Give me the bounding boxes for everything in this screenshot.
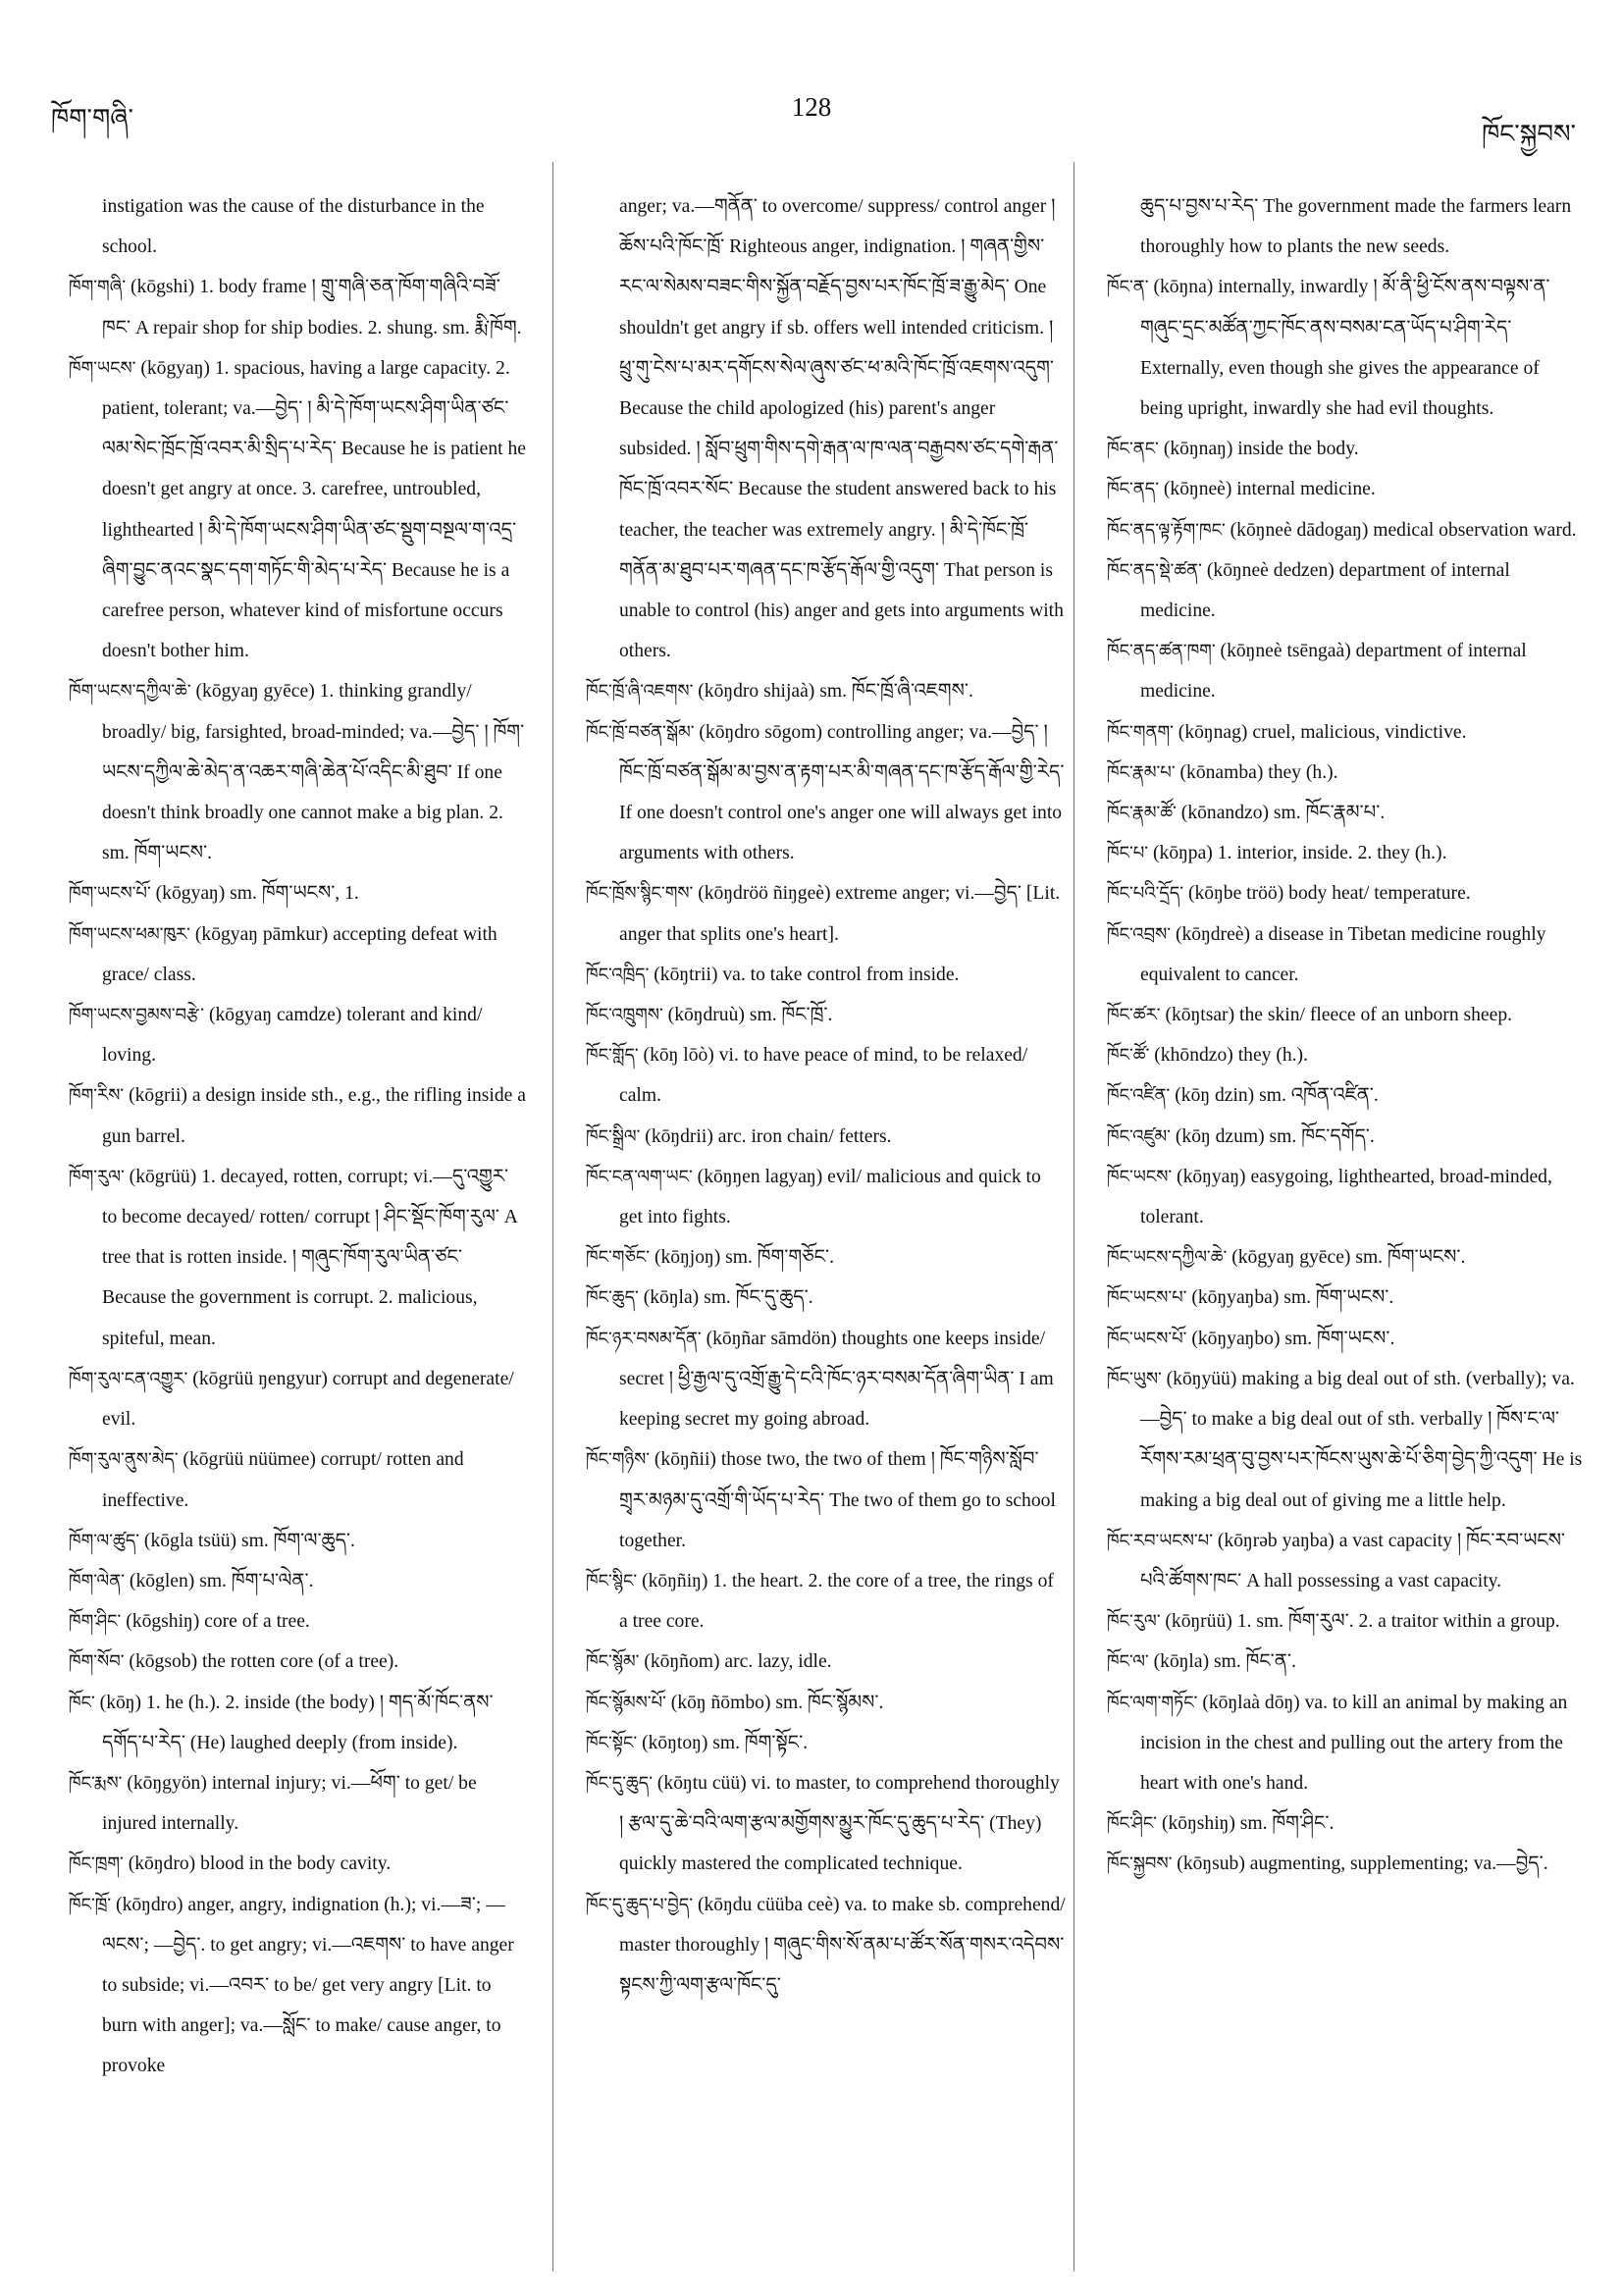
entry-definition: (kōŋdröö ñiŋgeè) extreme anger; vi.—བྱེད་ [Lit. anger that splits one's heart]. [619,883,1061,945]
dictionary-entry [586,1763,1067,1885]
entry-headword: ཁོང་འབྲས་ [1107,923,1172,945]
entry-definition: ཆུད་པ་བྱས་པ་རེད་ The government made the farmers learn thoroughly how to plants the new seeds. [1140,196,1572,258]
dictionary-entry [586,1439,1067,1561]
entry-definition: (kōŋ lōò) vi. to have peace of mind, to be relaxed/ calm. [619,1045,1028,1107]
entry-headword: ཁོང་དུ་ཆུད་ [586,1772,653,1794]
entry-headword: ཁོག་སོབ་ [69,1651,125,1673]
entry-definition: (kōŋgyön) internal injury; vi.—ཕོག་ to get/ be injured internally. [102,1772,477,1835]
dictionary-entry [586,1035,1067,1116]
dictionary-entry [69,267,528,347]
dictionary-entry [586,1683,1067,1723]
entry-headword: ཁོང་སྟོང་ [586,1732,638,1753]
entry-headword: ཁོང་ཡངས་དཀྱིལ་ཆེ་ [1107,1247,1228,1269]
entry-definition: (kōŋdro shijaà) sm. ཁོང་ཁྲོ་ཞི་འཇགས་. [693,681,973,703]
entry-definition: (kōgsob) the rotten core (of a tree). [124,1651,399,1673]
entry-headword: ཁོང་སྙིང་ [586,1570,638,1592]
entry-headword: ཁོག་ཡངས་བྱམས་བརྩེ་ [69,1005,205,1026]
entry-definition: instigation was the cause of the disturbance in the school. [102,196,485,258]
dictionary-entry [586,1885,1067,2007]
entry-definition: (kōŋñom) arc. lazy, idle. [639,1651,832,1673]
entry-headword: ཁོང་རུལ་ [1107,1611,1161,1633]
dictionary-entry [1107,1683,1584,1804]
entry-headword: ཁོང་ནད་ [1107,479,1159,500]
dictionary-entry [69,1359,528,1439]
entry-headword: ཁོང་དུ་ཆུད་པ་བྱེད་ [586,1894,694,1915]
entry-headword: ཁོང་ཁྲག་ [69,1853,124,1875]
dictionary-entry [586,955,1067,995]
dictionary-entry [69,1521,528,1561]
entry-headword: ཁོག་ཤིང་ [69,1611,122,1633]
dictionary-entry [69,914,528,995]
dictionary-entry [1107,186,1584,267]
entry-headword: ཁོང་ངན་ལག་ཡང་ [586,1166,693,1187]
entry-headword: ཁོང་རྣམ་ཚོ་ [1107,803,1177,824]
entry-headword: ཁོང་ཁྲོ་བཙན་སྒོམ་ [586,721,695,743]
entry-definition: (kōŋlaà dōŋ) va. to kill an animal by making an incision in the chest and pulling out the artery from the heart with one's hand. [1140,1692,1568,1794]
entry-headword: ཁོག་ལེན་ [69,1570,126,1592]
dictionary-entry [1107,469,1584,509]
entry-headword: ཁོང་ཡངས་པོ་ [1107,1328,1187,1349]
entry-definition: (kōŋla) sm. ཁོང་ན་. [1148,1651,1296,1673]
entry-headword: ཁོང་འཛིན་ [1107,1085,1171,1107]
entry-headword: ཁོག་ལ་ཚུད་ [69,1530,140,1551]
dictionary-entry [1107,1117,1584,1157]
entry-definition: (kōŋbe tröö) body heat/ temperature. [1183,883,1471,905]
entry-headword: ཁོང་པ་ [1107,843,1149,864]
dictionary-entry [1107,267,1584,429]
dictionary-entry [586,995,1067,1035]
entry-headword: ཁོག་ཡངས་དཀྱིལ་ཆེ་ [69,681,191,703]
dictionary-entry [69,1763,528,1844]
dictionary-entry [1107,550,1584,631]
dictionary-entry [1107,1075,1584,1116]
entry-definition: (kōŋdro) blood in the body cavity. [123,1853,392,1875]
entry-definition: (kōŋtoŋ) sm. ཁོག་སྟོང་. [637,1732,809,1753]
entry-definition: (kōŋdu cüüba ceè) va. to make sb. comprehend/ master thoroughly ། གཞུང་གིས་སོ་ནམ་པ་ཚོར་སོན་གསར་འདེབས་སྟངས་ཀྱི་ལག་རྩལ་ཁོང་དུ་ [619,1894,1066,1996]
entry-headword: ཁོག་རུལ་ [69,1166,125,1187]
dictionary-entry [1107,1157,1584,1237]
entry-headword: ཁོང་གཉིས་ [586,1449,650,1471]
entry-headword: ཁོང་པའི་དྲོད་ [1107,883,1184,905]
dictionary-entry [69,1157,528,1359]
entry-headword: ཁོག་གཞི་ [69,277,127,298]
entry-definition: (kōŋtu cüü) vi. to master, to comprehend thoroughly ། རྩལ་དུ་ཆེ་བའི་ལག་རྩལ་མགྱོགས་མྱུར་ཁོང་དུ་ཆུད་པ་རེད་ (They) quickly mastered the complicated technique. [619,1772,1060,1875]
entry-headword: ཁོང་ནང་ [1107,439,1159,460]
entry-headword: ཁོང་ཚོ་ [1107,1045,1150,1067]
dictionary-entry [586,873,1067,954]
dictionary-entry [586,1278,1067,1318]
dictionary-entry [1107,1359,1584,1521]
entry-definition: (kōŋyaŋbo) sm. ཁོག་ཡངས་. [1186,1328,1395,1349]
entry-definition: (kōŋsub) augmenting, supplementing; va.—བྱེད་. [1172,1853,1548,1875]
entry-definition: (kōgyaŋ gyēce) 1. thinking grandly/ broadly/ big, farsighted, broad-minded; va.—བྱེད་ ། ཁོག་ཡངས་དཀྱིལ་ཆེ་མེད་ན་འཆར་གཞི་ཆེན་པོ་འདིང་མི་ཐུབ་ If one doesn't think broadly one cannot make a big plan. 2. sm. ཁོག་ཡངས་. [102,681,525,864]
entry-headword: ཁོང་གནག་ [1107,721,1174,743]
column-1 [69,186,528,2087]
dictionary-entry [586,671,1067,711]
entry-headword: ཁོང་གློད་ [586,1045,639,1067]
dictionary-entry [1107,1278,1584,1318]
entry-headword: ཁོང་ན་ [1107,277,1149,298]
entry-headword: ཁོང་ཚར་ [1107,1005,1161,1026]
dictionary-entry [1107,1642,1584,1682]
entry-definition: (kōŋla) sm. ཁོང་དུ་ཆུད་. [638,1287,813,1309]
entry-headword: ཁོང་ནད་ཚན་ཁག་ [1107,641,1216,662]
column-3 [1107,186,1584,1885]
dictionary-entry [586,1237,1067,1278]
entry-headword: ཁོག་རུལ་ངན་འགྱུར་ [69,1368,188,1389]
entry-definition: (kōglen) sm. ཁོག་པ་ལེན་. [125,1570,314,1592]
entry-headword: ཁོང་སྒྲིལ་ [586,1125,641,1147]
dictionary-entry [1107,712,1584,753]
entry-headword: ཁོང་རབ་ཡངས་པ་ [1107,1530,1213,1551]
entry-headword: ཁོང་ནད་སྡེ་ཚན་ [1107,559,1202,581]
dictionary-entry [1107,1601,1584,1642]
entry-headword: ཁོང་སྙོམས་པོ་ [586,1692,666,1713]
column-2 [586,186,1067,2006]
entry-definition: (kōŋyüü) making a big deal out of sth. (verbally); va.—བྱེད་ to make a big deal out of sth. verbally ། ཁོས་ང་ལ་རོགས་རམ་ཕྲན་བུ་བྱས་པར་ཁོངས་ཡུས་ཆེ་པོ་ཅིག་བྱེད་ཀྱི་འདུག་ He is making a big deal out of giving me a little help. [1140,1368,1583,1511]
entry-definition: (kōŋyaŋba) sm. ཁོག་ཡངས་. [1186,1287,1394,1309]
dictionary-entry [1107,1803,1584,1844]
dictionary-entry [1107,1844,1584,1884]
entry-definition: (kōŋshiŋ) sm. ཁོག་ཤིང་. [1157,1813,1335,1835]
dictionary-entry [69,1601,528,1642]
dictionary-entry [69,1683,528,1763]
column-rule [552,162,553,2271]
entry-definition: (kōŋdro) anger, angry, indignation (h.); vi.—ཟ་; —ལངས་; —བྱེད་. to get angry; vi.—འཇགས་ to have anger to subside; vi.—འབར་ to be/ get very angry [Lit. to burn with anger]; va.—སློང་ to make/ cause anger, to provoke [102,1894,514,2077]
dictionary-entry [1107,995,1584,1035]
dictionary-entry [586,1157,1067,1237]
entry-definition: (kōŋneè dedzen) department of internal medicine. [1140,559,1510,622]
entry-headword: ཁོང་ཡངས་པ་ [1107,1287,1187,1309]
dictionary-entry [586,1723,1067,1763]
dictionary-entry [586,186,1067,671]
entry-definition: (kōgyaŋ pāmkur) accepting defeat with grace/ class. [102,923,497,985]
entry-definition: (kōŋjoŋ) sm. ཁོག་གཅོང་. [650,1247,834,1269]
entry-definition: (kōŋyaŋ) easygoing, lighthearted, broad-minded, tolerant. [1140,1166,1552,1228]
dictionary-entry [1107,793,1584,833]
entry-definition: (kōŋna) internally, inwardly ། མོ་ནི་ཕྱི་ངོས་ནས་བལྟས་ན་གཞུང་དྲང་མཚོན་ཀྱང་ཁོང་ནས་བསམ་ངན་ཡོད་པ་ཤིག་རེད་ Externally, even though she gives the appearance of being upright, inwardly she had evil thoughts. [1140,277,1550,420]
running-header-left: ཁོག་གཞི་ [51,104,133,133]
entry-headword: ཁོང་ལག་གཏོང་ [1107,1692,1198,1713]
entry-headword: ཁོག་རིས་ [69,1085,125,1107]
entry-definition: (kōgshi) 1. body frame ། གྲུ་གཞི་ཅན་ཁོག་གཞིའི་བཟོ་ཁང་ A repair shop for ship bodies. 2. shung. sm. རྨི་ཁོག. [102,277,522,339]
entry-headword: ཁོང་ [69,1692,95,1713]
dictionary-entry [69,1844,528,1884]
entry-headword: ཁོང་སྙོམ་ [586,1651,640,1673]
dictionary-entry [69,873,528,913]
dictionary-entry [1107,510,1584,550]
column-rule [1073,162,1074,2271]
entry-definition: (khōndzo) they (h.). [1149,1045,1308,1067]
entry-definition: anger; va.—གནོན་ to overcome/ suppress/ control anger ། ཆོས་པའི་ཁོང་ཁྲོ་ Righteous anger, indignation. ། གཞན་གྱིས་རང་ལ་སེམས་བཟང་གིས་སྐྱོན་བརྗོད་བྱས་པར་ཁོང་ཁྲོ་ཟ་རྒྱུ་མེད་ One shouldn't get angry if sb. offers well intended criticism. ། ཕྲུ་གུ་ངེས་པ་མར་དགོངས་སེལ་ཞུས་ཙང་ཕ་མའི་ཁོང་ཁྲོ་འཇགས་འདུག་ Because the child apologized (his) parent's anger subsided. ། སློབ་ཕྲུག་གིས་དགེ་རྒན་ལ་ཁ་ལན་བརྒྱབས་ཙང་དགེ་རྒན་ཁོང་ཁྲོ་འབར་སོང་ Because the student answered back to his teacher, the teacher was extremely angry. ། མི་དེ་ཁོང་ཁྲོ་གནོན་མ་ཐུབ་པར་གཞན་དང་ཁ་རྩོད་རྒོལ་གྱི་འདུག་ That person is unable to control (his) anger and gets into arguments with others. [619,196,1064,662]
entry-definition: (kōŋñiŋ) 1. the heart. 2. the core of a tree, the rings of a tree core. [619,1570,1054,1633]
entry-definition: (kōnandzo) sm. ཁོང་རྣམ་པ་. [1176,803,1386,824]
dictionary-entry [69,1885,528,2087]
entry-definition: (kōŋñii) those two, the two of them ། ཁོང་གཉིས་སློབ་གྲྭར་མཉམ་དུ་འགྲོ་གི་ཡོད་པ་རེད་ The two of them go to school together. [619,1449,1056,1551]
entry-definition: (kōgrüü nüümee) corrupt/ rotten and ineffective. [102,1449,464,1511]
dictionary-entry [1107,1319,1584,1359]
entry-headword: ཁོང་ནད་ལྟ་རྟོག་ཁང་ [1107,519,1226,541]
running-header-right: ཁོང་སྐྱབས་ [1482,120,1576,149]
entry-definition: (kōgyaŋ) 1. spacious, having a large capacity. 2. patient, tolerant; va.—བྱེད་ ། མི་དེ་ཁོག་ཡངས་ཤིག་ཡིན་ཙང་ལམ་སེང་ཁྲོང་ཁྲོ་འབར་མི་སྲིད་པ་རེད་ Because he is patient he doesn't get angry at once. 3. carefree, untroubled, lighthearted ། མི་དེ་ཁོག་ཡངས་ཤིག་ཡིན་ཙང་སྡུག་བསྔལ་ག་འདྲ་ཞིག་བྱུང་ནའང་སྣང་དག་གཏོང་གི་མེད་པ་རེད་ Because he is a carefree person, whatever kind of misfortune occurs doesn't bother him. [102,357,526,662]
entry-definition: (kōŋ) 1. he (h.). 2. inside (the body) ། གད་མོ་ཁོང་ནས་དགོད་པ་རེད་ (He) laughed deeply (from inside). [94,1692,494,1753]
entry-headword: ཁོང་ཁྲོ་ [69,1894,112,1915]
dictionary-entry [1107,1521,1584,1601]
dictionary-entry [69,186,528,267]
entry-definition: (kōgrii) a design inside sth., e.g., the rifling inside a gun barrel. [102,1085,526,1147]
entry-headword: ཁོང་ལ་ [1107,1651,1149,1673]
entry-definition: (kōŋdro sōgom) controlling anger; va.—བྱེད་ ། ཁོང་ཁྲོ་བཙན་སྒོམ་མ་བྱས་ན་རྟག་པར་མི་གཞན་དང་ཁ་རྩོད་རྒོལ་གྱི་རེད་ If one doesn't control one's anger one will always get into arguments with others. [619,721,1065,864]
entry-definition: (kōŋ ñōmbo) sm. ཁོང་སྙོམས་. [665,1692,884,1713]
entry-definition: (kōŋ dzin) sm. འཁོན་འཛིན་. [1170,1085,1379,1107]
dictionary-entry [1107,631,1584,711]
entry-definition: (kōgshiŋ) core of a tree. [121,1611,310,1633]
entry-definition: (kōŋdruù) sm. ཁོང་ཁྲོ་. [662,1005,833,1026]
entry-headword: ཁོང་ཤིང་ [1107,1813,1158,1835]
entry-headword: ཁོག་རུལ་ནུས་མེད་ [69,1449,179,1471]
entry-definition: (kōŋnaŋ) inside the body. [1158,439,1359,460]
entry-definition: (kōnamba) they (h.). [1175,761,1338,783]
entry-headword: ཁོང་སྐྱབས་ [1107,1853,1173,1875]
entry-definition: (kōŋneè dādogaŋ) medical observation ward. [1225,519,1577,541]
dictionary-entry [69,1561,528,1601]
dictionary-entry [69,671,528,873]
entry-definition: (kōgyaŋ gyēce) sm. ཁོག་ཡངས་. [1227,1247,1466,1269]
entry-definition: (kōŋñar sāmdön) thoughts one keeps inside/ secret ། ཕྱི་རྒྱལ་དུ་འགྲོ་རྒྱུ་དེ་ངའི་ཁོང་ཉར་བསམ་དོན་ཞིག་ཡིན་ I am keeping secret my going abroad. [619,1328,1054,1431]
entry-definition: (kōgrüü) 1. decayed, rotten, corrupt; vi.—དུ་འགྱུར་ to become decayed/ rotten/ corrupt ། ཤིང་སྡོང་ཁོག་རུལ་ A tree that is rotten inside. ། གཞུང་ཁོག་རུལ་ཡིན་ཙང་ Because the government is corrupt. 2. malicious, spiteful, mean. [102,1166,517,1349]
dictionary-entry [69,1439,528,1520]
entry-headword: ཁོང་ཁྲོ་ཞི་འཇགས་ [586,681,694,703]
entry-definition: (kōŋtrii) va. to take control from inside. [649,964,960,985]
dictionary-entry [69,348,528,672]
dictionary-entry [586,1117,1067,1157]
dictionary-entry [586,712,1067,874]
entry-definition: (kōŋneè tsēngaà) department of internal medicine. [1140,641,1527,703]
entry-definition: (kōŋnag) cruel, malicious, vindictive. [1173,721,1467,743]
entry-definition: (kōgrüü ŋengyur) corrupt and degenerate/ evil. [102,1368,514,1431]
entry-definition: (kōŋpa) 1. interior, inside. 2. they (h.). [1148,843,1447,864]
dictionary-entry [69,995,528,1075]
entry-definition: (kōŋdreè) a disease in Tibetan medicine roughly equivalent to cancer. [1140,923,1546,985]
entry-headword: ཁོང་ཁྲོས་སྙིང་གས་ [586,883,694,905]
entry-definition: (kōŋtsar) the skin/ fleece of an unborn sheep. [1160,1005,1513,1026]
entry-headword: ཁོང་འཁྲིད་ [586,964,650,985]
dictionary-entry [69,1642,528,1682]
entry-headword: ཁོག་ཡངས་ [69,357,136,379]
entry-headword: ཁོང་ཆུད་ [586,1287,639,1309]
entry-headword: ཁོང་འཁྲུགས་ [586,1005,663,1026]
dictionary-entry [586,1561,1067,1642]
dictionary-entry [1107,429,1584,469]
entry-definition: (kōgla tsüü) sm. ཁོག་ལ་ཆུད་. [139,1530,355,1551]
entry-headword: ཁོང་ཡངས་ [1107,1166,1173,1187]
dictionary-entry [1107,1237,1584,1278]
dictionary-entry [586,1642,1067,1682]
page-number: 128 [791,92,832,122]
entry-definition: (kōŋdrii) arc. iron chain/ fetters. [640,1125,892,1147]
entry-definition: (kōgyaŋ camdze) tolerant and kind/ loving. [102,1005,483,1067]
dictionary-entry [586,1319,1067,1440]
entry-headword: ཁོང་ཡུས་ [1107,1368,1162,1389]
dictionary-entry [1107,914,1584,995]
entry-definition: (kōŋŋen lagyaŋ) evil/ malicious and quick to get into fights. [619,1166,1041,1228]
entry-definition: (kōŋrəb yaŋba) a vast capacity ། ཁོང་རབ་ཡངས་པའི་ཚོགས་ཁང་ A hall possessing a vast capacity. [1140,1530,1566,1592]
entry-headword: ཁོང་རྨས་ [69,1772,123,1794]
entry-headword: ཁོང་ཉར་བསམ་དོན་ [586,1328,702,1349]
entry-definition: (kōŋneè) internal medicine. [1158,479,1376,500]
entry-headword: ཁོག་ཡངས་ཕམ་ཁུར་ [69,923,190,945]
dictionary-entry [1107,753,1584,793]
dictionary-entry [1107,873,1584,913]
entry-headword: ཁོང་འཛུམ་ [1107,1125,1171,1147]
entry-headword: ཁོང་རྣམ་པ་ [1107,761,1176,783]
entry-headword: ཁོག་ཡངས་པོ་ [69,883,151,905]
entry-headword: ཁོང་གཅོང་ [586,1247,651,1269]
dictionary-entry [1107,1035,1584,1075]
dictionary-entry [1107,833,1584,873]
entry-definition: (kōgyaŋ) sm. ཁོག་ཡངས་, 1. [150,883,359,905]
entry-definition: (kōŋ dzum) sm. ཁོང་དགོད་. [1170,1125,1375,1147]
dictionary-entry [69,1075,528,1156]
entry-definition: (kōŋrüü) 1. sm. ཁོག་རུལ་. 2. a traitor within a group. [1160,1611,1560,1633]
